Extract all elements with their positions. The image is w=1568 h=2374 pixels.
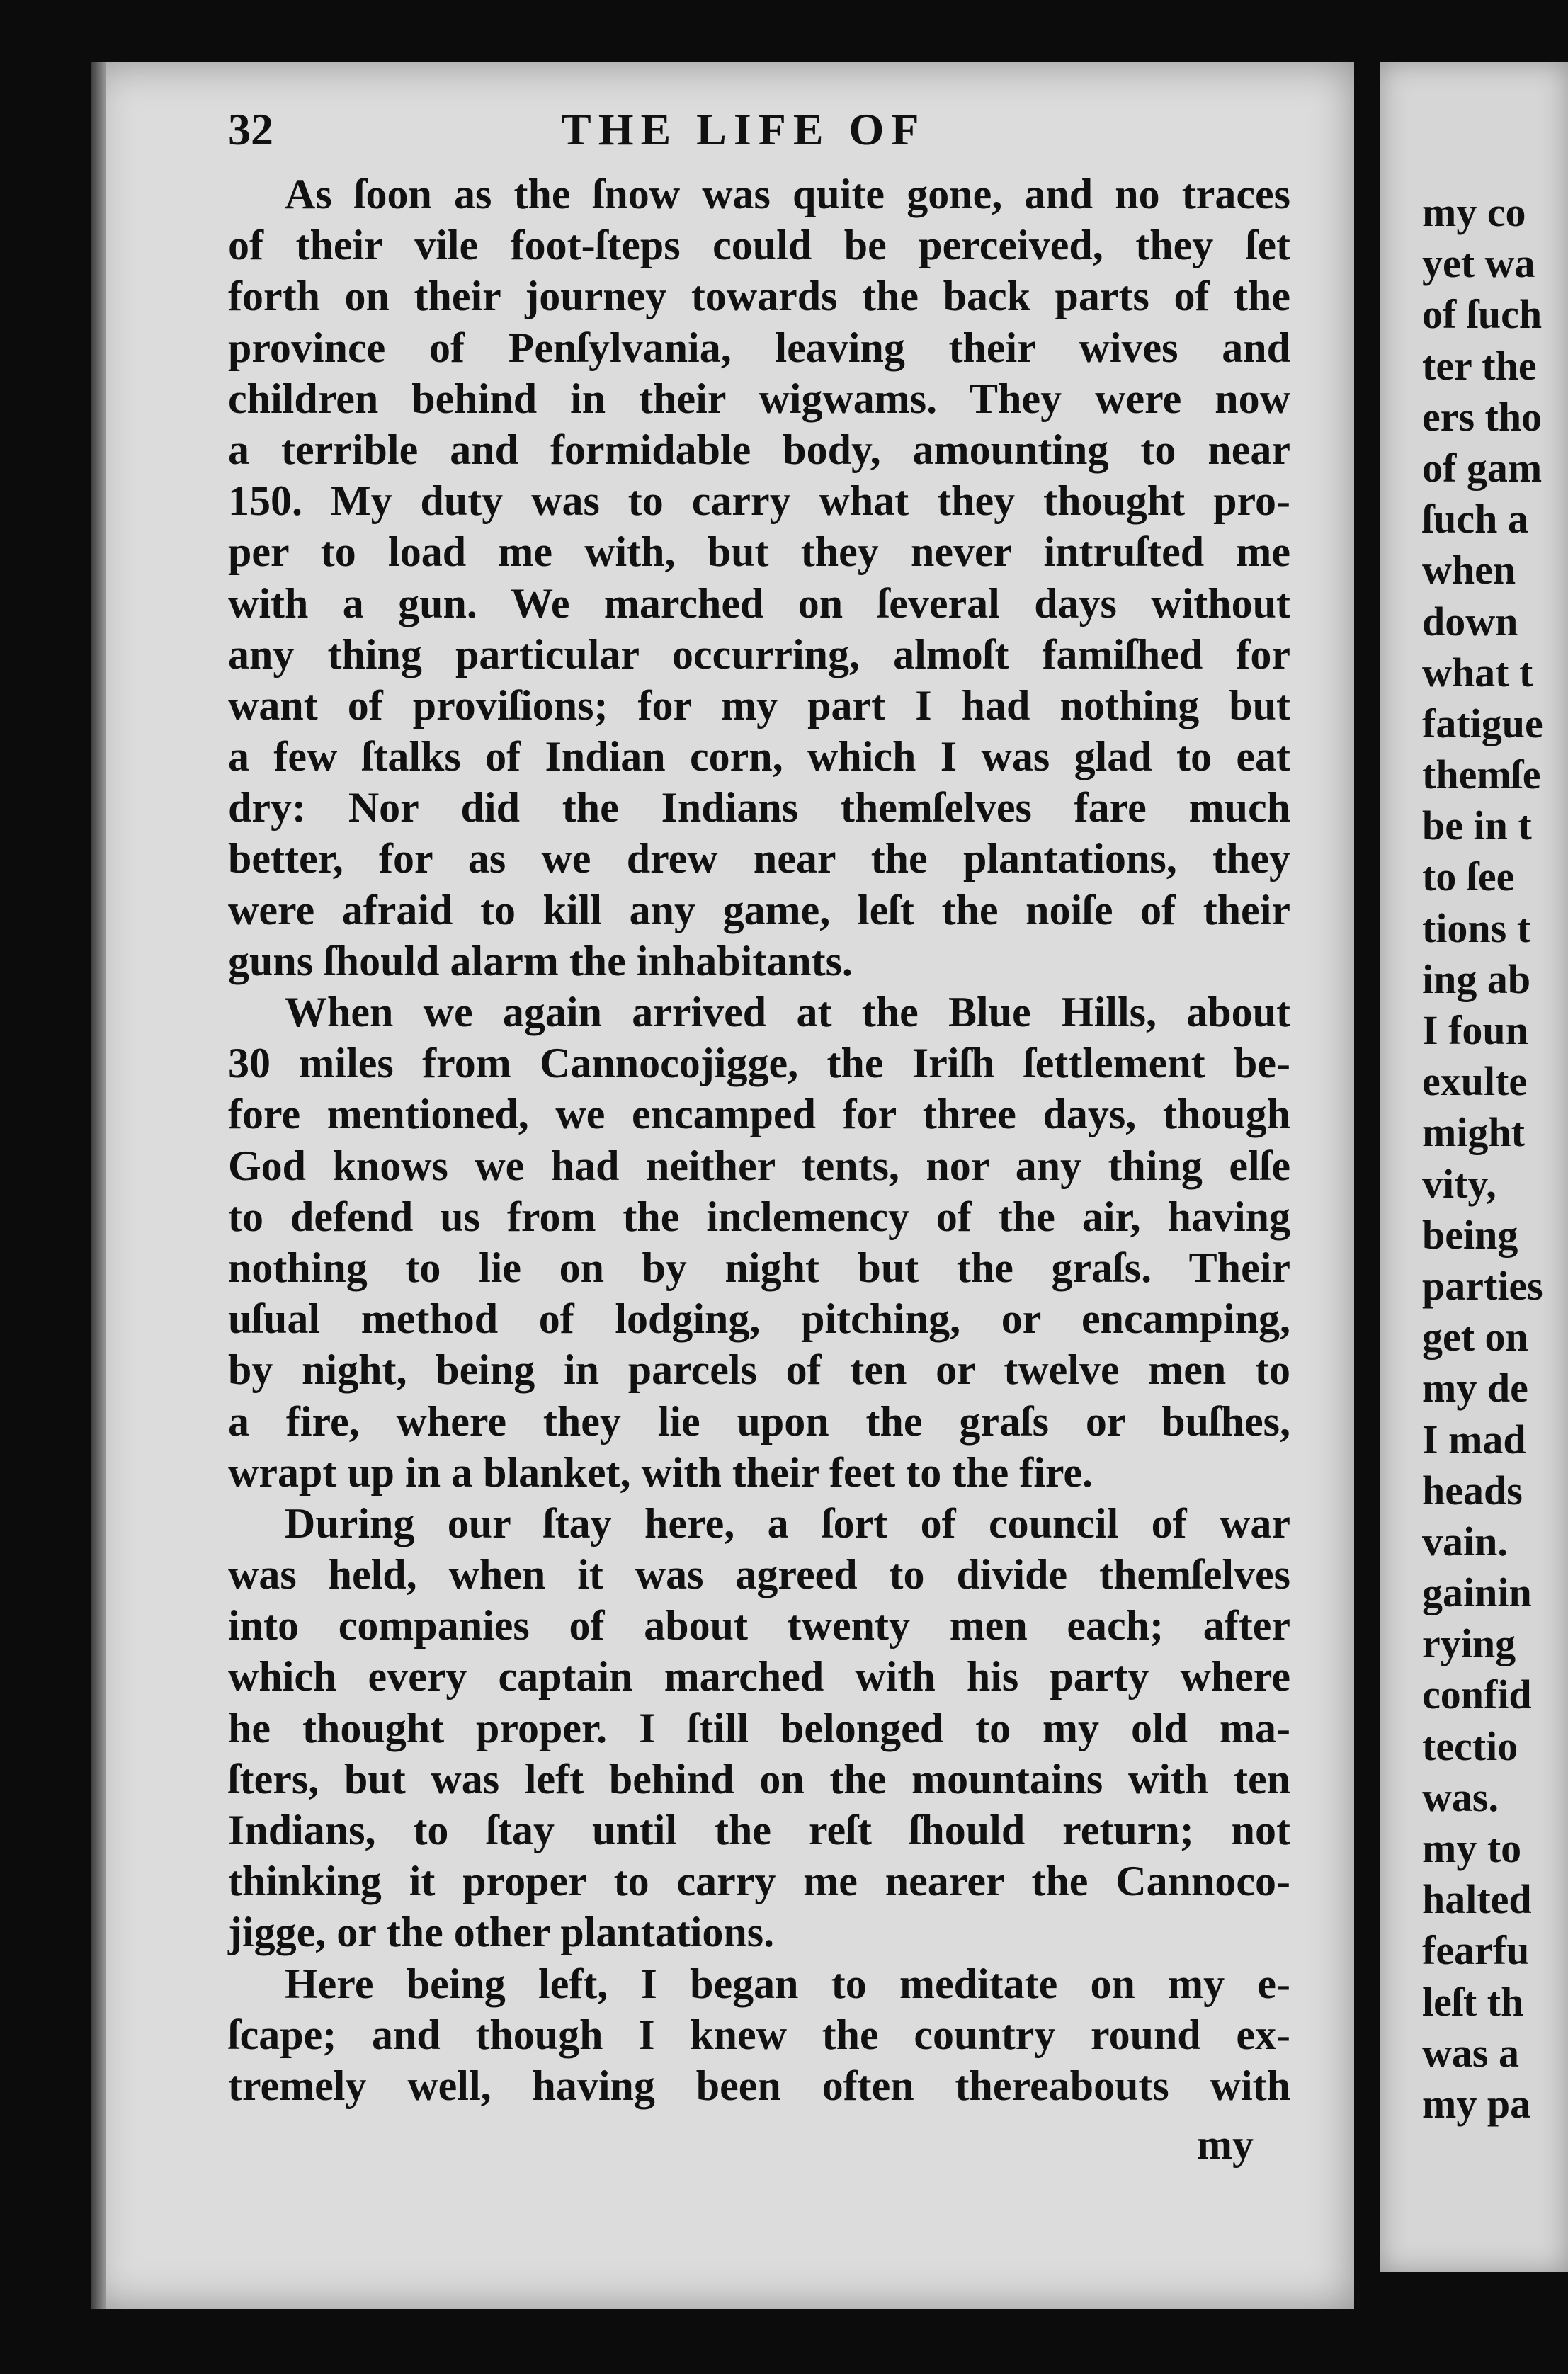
text-line: a terrible and formidable body, amounting to near — [228, 426, 1290, 473]
text-line: fore mentioned, we encamped for three days, though — [228, 1091, 1290, 1138]
text-line: ing ab — [1422, 955, 1531, 1002]
text-line: dry: Nor did the Indians themſelves fare much — [228, 784, 1290, 831]
text-line: to ſee — [1422, 853, 1515, 900]
text-line: into companies of about twenty men each; after — [228, 1602, 1290, 1649]
text-line: I foun — [1422, 1007, 1528, 1053]
text-line: 150. My duty was to carry what they thought pro- — [228, 477, 1290, 525]
text-line: which every captain marched with his party where — [228, 1653, 1290, 1700]
text-line: my de — [1422, 1365, 1528, 1412]
text-line: want of proviſions; for my part I had nothing but — [228, 681, 1290, 729]
text-line: ſuch a — [1422, 496, 1528, 543]
page-number: 32 — [228, 104, 273, 154]
text-line: were afraid to kill any game, leſt the noiſe of their — [228, 886, 1290, 933]
text-line: fearfu — [1422, 1927, 1530, 1974]
text-line: leſt th — [1422, 1978, 1524, 2025]
text-line: nothing to lie on by night but the graſs. Their — [228, 1244, 1290, 1291]
text-line: was a — [1422, 2029, 1519, 2076]
text-line: of their vile foot-ſteps could be perceived, they ſet — [228, 222, 1290, 269]
text-line: fatigue — [1422, 700, 1543, 746]
text-line: heads — [1422, 1467, 1523, 1513]
text-line: wrapt up in a blanket, with their feet to the fire. — [228, 1448, 1093, 1496]
text-line: a fire, where they lie upon the graſs or buſhes, — [228, 1397, 1290, 1445]
text-line: halted — [1422, 1876, 1532, 1923]
text-line: vain. — [1422, 1518, 1508, 1564]
text-line: tremely well, having been often thereabouts with — [228, 2062, 1290, 2109]
text-line: yet wa — [1422, 240, 1535, 287]
running-head: THE LIFE OF — [561, 104, 926, 154]
text-line: was. — [1422, 1773, 1499, 1820]
text-line: Indians, to ſtay until the reſt ſhould return; not — [228, 1807, 1290, 1853]
text-line: by night, being in parcels of ten or twelve men to — [228, 1346, 1290, 1394]
text-line: being — [1422, 1211, 1518, 1258]
text-line: per to load me with, but they never intruſted me — [228, 528, 1290, 576]
catchword: my — [1197, 2121, 1254, 2168]
text-line: my co — [1422, 189, 1526, 235]
text-line: thinking it proper to carry me nearer the Cannoco- — [228, 1858, 1290, 1905]
text-line: any thing particular occurring, almoſt famiſhed for — [228, 630, 1290, 678]
text-line: As ſoon as the ſnow was quite gone, and no traces — [285, 171, 1290, 217]
text-line: tectio — [1422, 1722, 1518, 1769]
text-line: better, for as we drew near the plantations, they — [228, 835, 1290, 882]
text-line: to defend us from the inclemency of the air, having — [228, 1193, 1290, 1240]
text-line: tions t — [1422, 904, 1531, 951]
text-line: I mad — [1422, 1416, 1526, 1463]
text-line: confid — [1422, 1671, 1532, 1718]
text-line: what t — [1422, 649, 1533, 695]
text-line: rying — [1422, 1620, 1516, 1667]
text-line: a few ſtalks of Indian corn, which I was glad to eat — [228, 733, 1290, 780]
left-page-edge — [91, 62, 106, 2309]
right-page-text — [1422, 187, 1568, 2130]
text-line: ſcape; and though I knew the country round ex- — [228, 2011, 1290, 2058]
body-text — [228, 169, 1290, 2111]
text-line: children behind in their wigwams. They were now — [228, 375, 1290, 422]
text-line: ter the — [1422, 342, 1537, 389]
text-line: with a gun. We marched on ſeveral days without — [228, 579, 1290, 627]
text-line: down — [1422, 598, 1518, 644]
text-line: themſe — [1422, 751, 1541, 798]
right-page — [1380, 62, 1568, 2272]
text-line: ſters, but was left behind on the mountains with ten — [228, 1755, 1290, 1802]
text-line: my pa — [1422, 2080, 1531, 2127]
text-line: uſual method of lodging, pitching, or encamping, — [228, 1295, 1290, 1343]
text-line: of ſuch — [1422, 291, 1543, 338]
text-line: of gam — [1422, 444, 1543, 491]
text-line: parties — [1422, 1262, 1543, 1309]
text-line: vity, — [1422, 1160, 1496, 1207]
text-line: forth on their journey towards the back parts of the — [228, 273, 1290, 320]
text-line: ers tho — [1422, 393, 1543, 440]
text-line: was held, when it was agreed to divide themſelves — [228, 1551, 1290, 1598]
text-line: guns ſhould alarm the inhabitants. — [228, 937, 853, 984]
text-line: province of Penſylvania, leaving their wives and — [228, 324, 1290, 371]
text-line: be in t — [1422, 802, 1532, 849]
text-line: get on — [1422, 1314, 1528, 1361]
text-line: jigge, or the other plantations. — [228, 1909, 775, 1956]
text-line: might — [1422, 1109, 1525, 1156]
text-line: During our ſtay here, a ſort of council of war — [285, 1499, 1290, 1547]
text-line: Here being left, I began to meditate on my e- — [285, 1960, 1290, 2007]
text-line: gainin — [1422, 1569, 1532, 1616]
text-line: when — [1422, 547, 1516, 594]
text-line: he thought proper. I ſtill belonged to my old ma- — [228, 1704, 1290, 1751]
page-header — [228, 99, 1290, 163]
text-line: When we again arrived at the Blue Hills, about — [285, 989, 1290, 1035]
text-line: God knows we had neither tents, nor any thing elſe — [228, 1142, 1290, 1189]
text-line: exulte — [1422, 1058, 1528, 1105]
text-line: my to — [1422, 1825, 1522, 1871]
text-line: 30 miles from Cannocojigge, the Iriſh ſettlement be- — [228, 1040, 1290, 1087]
